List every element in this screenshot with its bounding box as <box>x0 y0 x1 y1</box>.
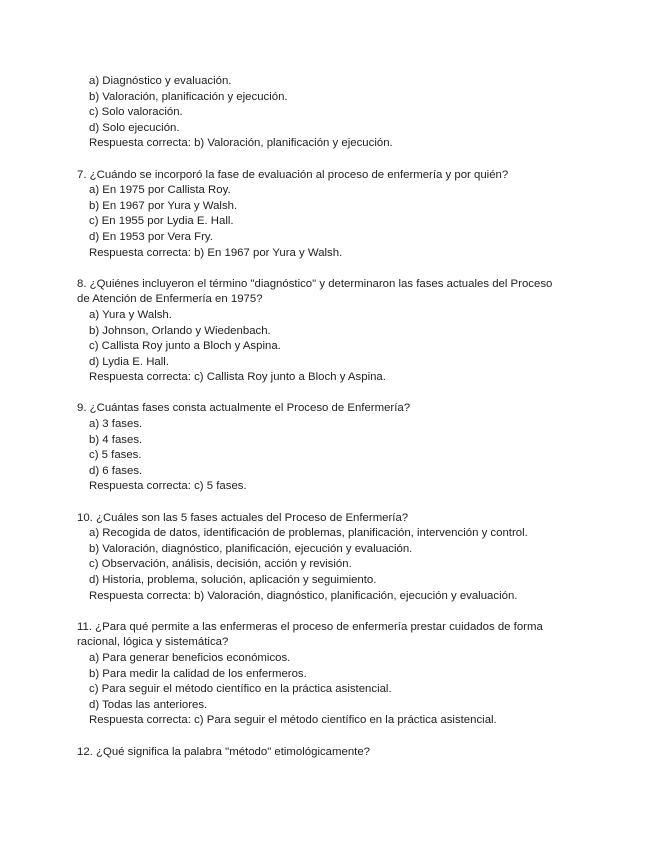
option-a: a) Yura y Walsh. <box>89 308 172 321</box>
option-b: b) 4 fases. <box>89 433 143 446</box>
question-block-10 <box>0 511 655 605</box>
option-c: c) En 1955 por Lydia E. Hall. <box>89 215 234 228</box>
option-d: d) En 1953 por Vera Fry. <box>89 230 213 243</box>
question-text-line-2: de Atención de Enfermería en 1975? <box>77 293 263 306</box>
question-block-7 <box>0 168 655 262</box>
question-text-line-2: racional, lógica y sistemática? <box>77 636 229 649</box>
option-c: c) Observación, análisis, decisión, acción y revisión. <box>89 558 352 571</box>
question-text: 10. ¿Cuáles son las 5 fases actuales del Proceso de Enfermería? <box>77 511 409 524</box>
option-d: d) Todas las anteriores. <box>89 698 208 711</box>
correct-answer: Respuesta correcta: b) En 1967 por Yura y Walsh. <box>89 246 343 259</box>
question-text: 7. ¿Cuándo se incorporó la fase de evaluación al proceso de enfermería y por quién? <box>77 168 509 181</box>
option-a: a) Diagnóstico y evaluación. <box>89 75 232 87</box>
question-text-line-1: 8. ¿Quiénes incluyeron el término "diagnóstico" y determinaron las fases actuales del Proceso <box>77 277 553 290</box>
question-text: 12. ¿Qué significa la palabra "método" etimológicamente? <box>77 745 371 758</box>
correct-answer: Respuesta correcta: b) Valoración, planificación y ejecución. <box>89 137 393 150</box>
option-d: d) Lydia E. Hall. <box>89 355 169 368</box>
question-block-12 <box>0 745 655 761</box>
option-a: a) Para generar beneficios económicos. <box>89 651 291 664</box>
option-b: b) Johnson, Orlando y Wiedenbach. <box>89 324 271 337</box>
option-a: a) Recogida de datos, identificación de problemas, planificación, intervención y control. <box>89 527 528 540</box>
correct-answer: Respuesta correcta: c) Callista Roy junto a Bloch y Aspina. <box>89 371 386 384</box>
option-c: c) Solo valoración. <box>89 106 183 119</box>
option-a: a) 3 fases. <box>89 418 143 431</box>
correct-answer: Respuesta correcta: c) Para seguir el método científico en la práctica asistencial. <box>89 714 497 727</box>
question-text: 9. ¿Cuántas fases consta actualmente el Proceso de Enfermería? <box>77 402 411 415</box>
option-d: d) Historia, problema, solución, aplicación y seguimiento. <box>89 574 377 586</box>
option-b: b) Valoración, planificación y ejecución. <box>89 90 288 103</box>
question-text-line-1: 11. ¿Para qué permite a las enfermeras el proceso de enfermería prestar cuidados de forma <box>77 620 543 633</box>
option-b: b) Para medir la calidad de los enfermeros. <box>89 667 307 680</box>
correct-answer: Respuesta correcta: b) Valoración, diagnóstico, planificación, ejecución y evaluación. <box>89 589 518 602</box>
question-block-continued <box>0 74 655 152</box>
option-c: c) Callista Roy junto a Bloch y Aspina. <box>89 340 281 353</box>
correct-answer: Respuesta correcta: c) 5 fases. <box>89 480 247 493</box>
question-block-8 <box>0 277 655 386</box>
question-block-11 <box>0 620 655 729</box>
question-block-9 <box>0 401 655 495</box>
option-d: d) 6 fases. <box>89 464 143 477</box>
option-d: d) Solo ejecución. <box>89 121 180 134</box>
option-b: b) En 1967 por Yura y Walsh. <box>89 199 238 212</box>
quiz-content <box>0 74 655 760</box>
option-a: a) En 1975 por Callista Roy. <box>89 184 231 197</box>
option-c: c) 5 fases. <box>89 449 142 462</box>
option-c: c) Para seguir el método científico en la práctica asistencial. <box>89 683 392 696</box>
option-b: b) Valoración, diagnóstico, planificación, ejecución y evaluación. <box>89 542 413 555</box>
